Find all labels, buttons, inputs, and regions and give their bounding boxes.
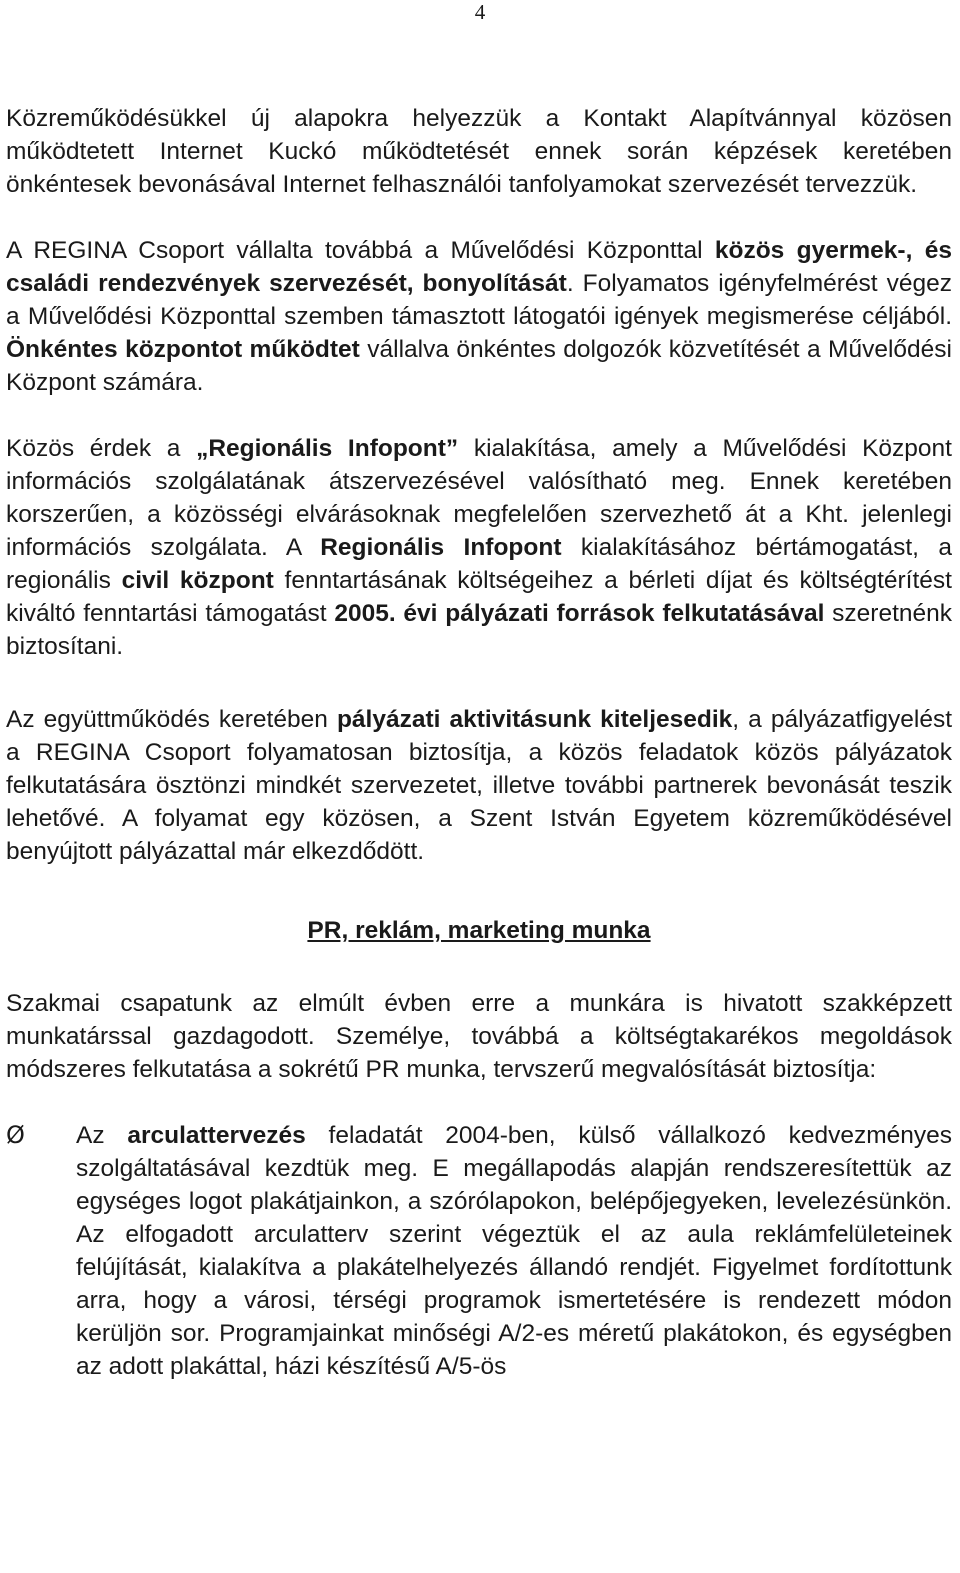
text-run: kialakítása, amely a Művelődési Központ információs szolgálatának átszervezésével valósítható meg. Ennek keretében korszerűen, a közösségi elvárásoknak megfelelően szervezhető át a Kht. jelenlegi információs szolgálata. A	[6, 435, 952, 561]
text-run: kialakításához bértámogatást, a regionális	[6, 534, 952, 594]
bold-run: pályázati aktivitásunk kiteljesedik	[336, 706, 733, 733]
text-run: fenntartásának költségeihez a bérleti díjat és költségtérítést kiváltó fenntartási támogatást	[6, 567, 952, 627]
bullet-item-branding	[6, 1119, 952, 1383]
bold-run: civil központ	[121, 567, 274, 594]
bold-run: Önkéntes központot működtet	[6, 336, 360, 363]
document-body	[6, 102, 952, 1383]
text-run: Az	[76, 1122, 128, 1149]
text-run: feladatát 2004-ben, külső vállalkozó kedvezményes szolgáltatásával kezdtük meg. E megállapodás alapján rendszeresítettük az egységes logot plakátjainkon, a szórólapokon, belépőjegyeken, levelezésünkön. Az elfogadott arculatterv szerint végeztük el az aula reklámfelületeinek felújítását, kialakítva a plakátelhelyezés állandó rendjét. Figyelmet fordítottunk arra, hogy a városi, térségi programok ismertetésére is rendezett módon kerüljön sor. Programjainkat minőségi A/2-es méretű plakátokon, és egységben az adott plakáttal, házi készítésű A/5-ös	[76, 1122, 953, 1380]
text-run: vállalva önkéntes dolgozók közvetítését a Művelődési Központ számára.	[6, 336, 952, 396]
bullet-text	[76, 1119, 952, 1383]
paragraph-regional-infopont	[6, 432, 952, 663]
section-heading: PR, reklám, marketing munka	[307, 917, 651, 944]
text-run: Az együttműködés keretében	[6, 706, 337, 733]
bullet-arrow-icon: Ø	[6, 1121, 25, 1149]
text-run: A REGINA Csoport vállalta továbbá a Művelődési Központtal	[6, 237, 715, 264]
text-run: . Folyamatos igényfelmérést végez a Művelődési Központtal szemben támasztott látogatói igények megismerése céljából.	[6, 270, 952, 330]
bold-run: 2005. évi pályázati források felkutatásával	[334, 600, 825, 627]
paragraph-cooperation	[6, 703, 952, 868]
page-number: 4	[474, 0, 486, 24]
paragraph-pr-team: Szakmai csapatunk az elmúlt évben erre a munkára is hivatott szakképzett munkatárssal gazdagodott. Személye, továbbá a költségtakarékos megoldások módszeres felkutatása a sokrétű PR munka, tervszerű megvalósítását biztosítja:	[6, 990, 952, 1083]
bold-run: közös gyermek-, és családi rendezvények szervezését, bonyolítását	[6, 237, 952, 297]
text-run: Közös érdek a	[6, 435, 197, 462]
text-run: , a pályázatfigyelést a REGINA Csoport folyamatosan biztosítja, a közös feladatok közös pályázatok felkutatására ösztönzi mindkét szervezetet, illetve további partnerek bevonását teszik lehetővé. A folyamat egy közösen, a Szent István Egyetem közreműködésével benyújtott pályázattal már elkezdődött.	[6, 706, 953, 865]
bold-run: Regionális Infopont	[320, 534, 562, 561]
bold-run: „Regionális Infopont”	[196, 435, 459, 462]
paragraph-regina-events	[6, 234, 952, 399]
paragraph-internet-kucko: Közreműködésükkel új alapokra helyezzük a Kontakt Alapítvánnyal közösen működtetett Internet Kuckó működtetését ennek során képzések keretében önkéntesek bevonásával Internet felhasználói tanfolyamokat szervezését tervezzük.	[6, 105, 952, 198]
text-run: szeretnénk biztosítani.	[6, 600, 953, 660]
bold-run: arculattervezés	[127, 1122, 306, 1149]
